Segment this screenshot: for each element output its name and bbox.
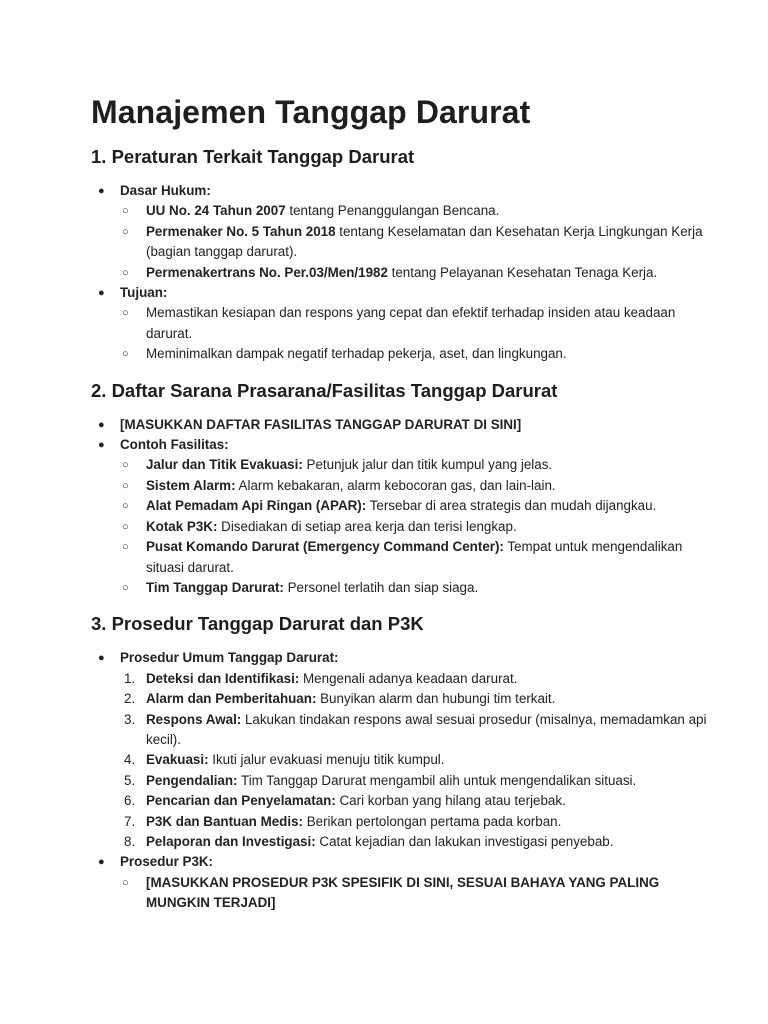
list-item-bold: Respons Awal:	[146, 711, 242, 727]
list-item	[120, 303, 708, 344]
list-item	[120, 201, 708, 221]
list-item-text: Berikan pertolongan pertama pada korban.	[303, 813, 562, 829]
list-item	[120, 771, 708, 791]
bullet-icon: ●	[98, 856, 105, 869]
list-item-text: Petunjuk jalur dan titik kumpul yang jelas.	[302, 457, 553, 473]
section-1-heading: 1. Peraturan Terkait Tanggap Darurat	[91, 146, 415, 167]
list-item	[120, 710, 708, 751]
list-item-bold: Permenaker No. 5 Tahun 2018	[146, 223, 336, 239]
circle-bullet-icon: ○	[122, 479, 129, 492]
circle-bullet-icon: ○	[122, 205, 129, 218]
list-item-prosedur-p3k	[91, 852, 708, 913]
list-number: 6.	[124, 793, 136, 809]
list-item-text: Disediakan di setiap area kerja dan terisi lengkap.	[217, 518, 517, 534]
circle-bullet-icon: ○	[122, 581, 129, 594]
list-item	[120, 517, 708, 537]
list-item-text: tentang Pelayanan Kesehatan Tenaga Kerja.	[387, 264, 658, 280]
list-item-bold: Alat Pemadam Api Ringan (APAR):	[146, 498, 367, 514]
list-item-bold: Permenakertrans No. Per.03/Men/1982	[146, 264, 388, 280]
list-item-bold: UU No. 24 Tahun 2007	[146, 203, 286, 219]
list-item-bold: Pusat Komando Darurat (Emergency Command Center):	[146, 539, 504, 555]
dasar-hukum-label: Dasar Hukum:	[120, 183, 211, 198]
list-item-text: tentang Penanggulangan Bencana.	[285, 203, 500, 219]
section-3-heading: 3. Prosedur Tanggap Darurat dan P3K	[91, 613, 424, 635]
list-item-bold: Evakuasi:	[146, 752, 209, 768]
list-number: 2.	[124, 691, 136, 707]
list-item	[120, 455, 708, 475]
list-item-contoh	[91, 435, 708, 598]
list-item	[120, 496, 708, 516]
list-number: 8.	[124, 833, 136, 849]
list-item-text: Catat kejadian dan lakukan investigasi penyebab.	[315, 833, 614, 849]
list-item-text: Meminimalkan dampak negatif terhadap pekerja, aset, dan lingkungan.	[146, 346, 567, 362]
bullet-icon: ●	[98, 439, 105, 452]
section-2-heading: 2. Daftar Sarana Prasarana/Fasilitas Tanggap Darurat	[91, 379, 558, 401]
list-item-dasar-hukum	[91, 181, 708, 283]
bullet-icon: ●	[98, 652, 105, 665]
list-item	[120, 344, 708, 364]
list-item	[120, 222, 708, 263]
list-number: 1.	[124, 670, 136, 686]
prosedur-umum-label: Prosedur Umum Tanggap Darurat:	[120, 650, 339, 666]
circle-bullet-icon: ○	[122, 520, 129, 533]
list-item-bold: Pengendalian:	[146, 772, 238, 788]
list-item-text: Memastikan kesiapan dan respons yang cepat dan efektif terhadap insiden atau keadaan darurat.	[146, 305, 676, 341]
list-item-text: Cari korban yang hilang atau terjebak.	[335, 793, 566, 809]
list-number: 4.	[124, 752, 136, 768]
list-item-text: Alarm kebakaran, alarm kebocoran gas, dan lain-lain.	[235, 477, 556, 493]
section-2-list	[91, 415, 708, 599]
list-item-bold: P3K dan Bantuan Medis:	[146, 813, 303, 829]
list-item-bold: Kotak P3K:	[146, 518, 218, 534]
list-item-text: Tersebar di area strategis dan mudah dijangkau.	[366, 498, 657, 514]
circle-bullet-icon: ○	[122, 876, 129, 889]
document-title: Manajemen Tanggap Darurat	[91, 94, 531, 130]
list-item-bold: Pencarian dan Penyelamatan:	[146, 793, 336, 809]
list-item-tujuan	[91, 283, 708, 365]
list-item	[120, 537, 708, 578]
tujuan-label: Tujuan:	[120, 285, 168, 301]
list-item-text: Mengenali adanya keadaan darurat.	[299, 670, 518, 686]
circle-bullet-icon: ○	[122, 348, 129, 361]
list-number: 7.	[124, 813, 136, 829]
list-item-bold: Sistem Alarm:	[146, 477, 236, 493]
prosedur-umum-list	[120, 669, 708, 853]
list-item-bold: Jalur dan Titik Evakuasi:	[146, 457, 303, 473]
circle-bullet-icon: ○	[122, 225, 129, 238]
bullet-icon: ●	[98, 185, 105, 197]
list-item-bold: Tim Tanggap Darurat:	[146, 579, 284, 595]
list-item-text: Lakukan tindakan respons awal sesuai prosedur (misalnya, memadamkan api kecil).	[146, 711, 707, 747]
list-item	[120, 578, 708, 598]
list-item-text: Tim Tanggap Darurat mengambil alih untuk mengendalikan situasi.	[237, 772, 637, 788]
facility-placeholder: [MASUKKAN DAFTAR FASILITAS TANGGAP DARURAT DI SINI]	[120, 416, 522, 432]
tujuan-list	[120, 303, 708, 364]
prosedur-p3k-label: Prosedur P3K:	[120, 854, 214, 870]
list-item-text: Ikuti jalur evakuasi menuju titik kumpul.	[208, 752, 445, 768]
prosedur-p3k-list	[120, 873, 708, 914]
list-item	[120, 750, 708, 770]
section-1-list	[91, 181, 708, 365]
list-item-bold: Alarm dan Pemberitahuan:	[146, 691, 317, 707]
list-item-prosedur-umum	[91, 648, 708, 852]
list-item	[120, 689, 708, 709]
circle-bullet-icon: ○	[122, 459, 129, 472]
list-item	[120, 476, 708, 496]
section-3-list	[91, 648, 708, 913]
contoh-label: Contoh Fasilitas:	[120, 437, 229, 453]
list-item-text: Personel terlatih dan siap siaga.	[283, 579, 479, 595]
circle-bullet-icon: ○	[122, 500, 129, 513]
list-item	[120, 263, 708, 283]
circle-bullet-icon: ○	[122, 266, 129, 279]
list-item-text: Tempat untuk mengendalikan situasi darurat.	[146, 539, 683, 575]
list-item	[120, 791, 708, 811]
list-item-bold: Pelaporan dan Investigasi:	[146, 833, 316, 849]
list-item-placeholder	[91, 415, 708, 435]
list-item	[120, 669, 708, 689]
list-item-text: tentang Keselamatan dan Kesehatan Kerja Lingkungan Kerja (bagian tanggap darurat).	[146, 223, 703, 260]
list-item	[120, 873, 708, 914]
contoh-list	[120, 455, 708, 598]
dasar-hukum-list	[120, 201, 708, 283]
list-item-text: Bunyikan alarm dan hubungi tim terkait.	[316, 691, 556, 707]
bullet-icon: ●	[98, 287, 105, 300]
list-number: 3.	[124, 711, 136, 727]
circle-bullet-icon: ○	[122, 307, 129, 320]
list-item	[120, 812, 708, 832]
p3k-placeholder: [MASUKKAN PROSEDUR P3K SPESIFIK DI SINI, SESUAI BAHAYA YANG PALING MUNGKIN TERJADI]	[146, 874, 660, 911]
bullet-icon: ●	[98, 418, 105, 431]
list-number: 5.	[124, 772, 136, 788]
list-item	[120, 832, 708, 852]
circle-bullet-icon: ○	[122, 541, 129, 554]
list-item-bold: Deteksi dan Identifikasi:	[146, 670, 300, 686]
